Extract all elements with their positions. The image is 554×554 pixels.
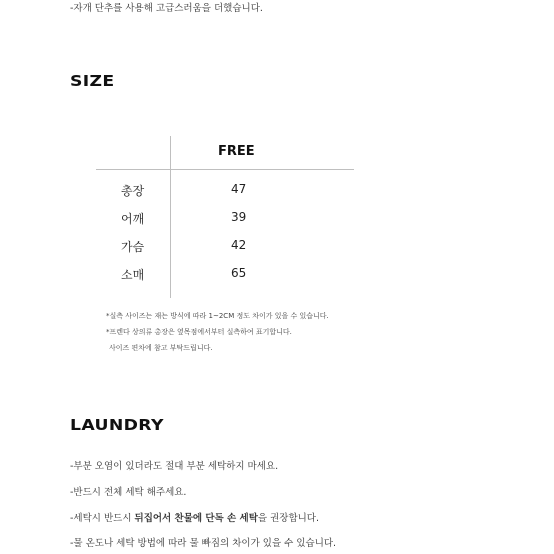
table-vertical-divider xyxy=(170,136,171,298)
row-label: 가슴 xyxy=(121,240,145,254)
size-heading: SIZE xyxy=(70,72,115,90)
laundry-line-2: -반드시 전체 세탁 해주세요. xyxy=(70,487,187,498)
laundry-line-3-suffix: 을 권장합니다. xyxy=(257,513,319,524)
size-note-3: 사이즈 편차에 참고 부탁드립니다. xyxy=(109,344,213,352)
laundry-heading: LAUNDRY xyxy=(70,416,164,434)
row-label: 어깨 xyxy=(121,212,145,226)
row-value: 65 xyxy=(231,266,247,280)
row-value: 42 xyxy=(231,238,247,252)
laundry-line-1: -부분 오염이 있더라도 절대 부분 세탁하지 마세요. xyxy=(70,461,279,472)
laundry-line-3 xyxy=(70,510,319,524)
laundry-line-3-emphasis: 뒤집어서 찬물에 단독 손 세탁 xyxy=(134,513,258,524)
row-value: 47 xyxy=(231,182,247,196)
row-value: 39 xyxy=(231,210,247,224)
intro-text: -자개 단추를 사용해 고급스러움을 더했습니다. xyxy=(70,3,263,14)
size-note-1: *실측 사이즈는 재는 방식에 따라 1~2CM 정도 차이가 있을 수 있습니다. xyxy=(106,312,329,320)
size-note-2: *프렌다 상의류 총장은 옆목점에서부터 실측하여 표기합니다. xyxy=(106,328,292,336)
row-label: 총장 xyxy=(121,184,145,198)
table-horizontal-divider xyxy=(96,169,354,170)
laundry-line-4: -물 온도나 세탁 방법에 따라 물 빠짐의 차이가 있을 수 있습니다. xyxy=(70,538,337,549)
laundry-line-3-prefix: -세탁시 반드시 xyxy=(70,513,135,524)
column-header-free: FREE xyxy=(218,144,255,159)
row-label: 소매 xyxy=(121,268,145,282)
